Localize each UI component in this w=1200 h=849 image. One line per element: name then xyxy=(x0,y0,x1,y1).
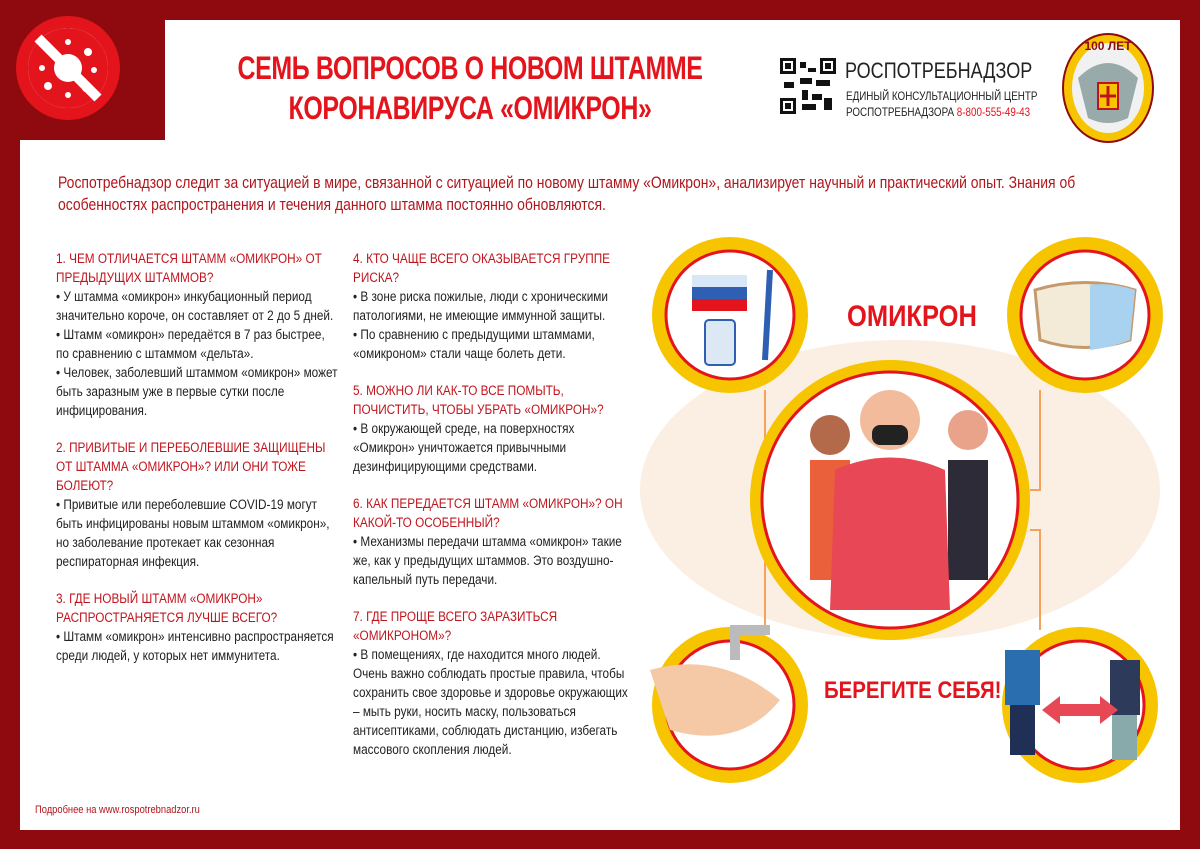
question-7 xyxy=(353,608,635,760)
hotline-info xyxy=(846,88,1037,120)
question-answer: • Механизмы передачи штамма «омикрон» такие же, как у предыдущих штаммов. Это воздушно-капельный путь передачи. xyxy=(353,534,622,588)
org-name: РОСПОТРЕБНАДЗОР xyxy=(845,58,1033,83)
question-answer: • У штамма «омикрон» инкубационный период значительно короче, он составляет от 2 до 5 дней. • Штамм «омикрон» передаётся в 7 раз быстрее, по сравнению с штаммом «дельта». • Человек, заболевший штаммом «омикрон» может быть заразным уже в первые сутки после инфицирования. xyxy=(56,289,338,419)
page-title xyxy=(228,48,712,128)
question-answer: • В окружающей среде, на поверхностях «Омикрон» уничтожается привычными дезинфицирующими средствами. xyxy=(353,421,575,475)
distance-circle xyxy=(1002,627,1158,783)
footer-link[interactable]: Подробнее на www.rospotrebnadzor.ru xyxy=(35,804,200,816)
question-1 xyxy=(56,250,338,421)
question-title: 4. КТО ЧАЩЕ ВСЕГО ОКАЗЫВАЕТСЯ ГРУППЕ РИСКА? xyxy=(353,251,611,286)
hotline-line-2: РОСПОТРЕБНАДЗОРА xyxy=(846,105,955,119)
question-4 xyxy=(353,250,635,364)
question-title: 5. МОЖНО ЛИ КАК-ТО ВСЕ ПОМЫТЬ, ПОЧИСТИТЬ, ЧТОБЫ УБРАТЬ «ОМИКРОН»? xyxy=(353,383,604,418)
svg-text:100 ЛЕТ: 100 ЛЕТ xyxy=(1084,39,1132,53)
mask-circle xyxy=(1007,237,1163,393)
question-answer: • Привитые или переболевшие COVID-19 могут быть инфицированы новым штаммом «омикрон», но заболевание протекает как сезонная респираторная инфекция. xyxy=(56,497,330,570)
handwash-circle xyxy=(650,625,808,783)
hotline-phone: 8-800-555-49-43 xyxy=(956,105,1031,119)
question-2 xyxy=(56,439,338,572)
take-care-label: БЕРЕГИТЕ СЕБЯ! xyxy=(824,677,1002,704)
question-3 xyxy=(56,590,338,666)
question-answer: • Штамм «омикрон» интенсивно распространяется среди людей, у которых нет иммунитета. xyxy=(56,629,334,664)
title-line-2: КОРОНАВИРУСА «ОМИКРОН» xyxy=(288,90,652,126)
question-title: 1. ЧЕМ ОТЛИЧАЕТСЯ ШТАММ «ОМИКРОН» ОТ ПРЕДЫДУЩИХ ШТАММОВ? xyxy=(56,251,322,286)
question-6 xyxy=(353,495,635,590)
vaccine-circle xyxy=(652,237,808,393)
people-circle xyxy=(750,360,1030,640)
question-answer: • В зоне риска пожилые, люди с хроническими патологиями, не имеющие иммунной защиты. • По сравнению с предыдущими штаммами, «омикроном» стали чаще болеть дети. xyxy=(353,289,608,362)
omicron-label: ОМИКРОН xyxy=(847,300,977,333)
question-answer: • В помещениях, где находится много людей. Очень важно соблюдать простые правила, чтобы сохранить свое здоровье и здоровье окружающих – мыть руки, носить маску, пользоваться антисептиками, соблюдать дистанцию, избегать массового скопления людей. xyxy=(353,647,628,758)
questions-column-2 xyxy=(353,250,635,778)
title-line-1: СЕМЬ ВОПРОСОВ О НОВОМ ШТАММЕ xyxy=(237,50,703,86)
qr-code-icon xyxy=(780,58,836,114)
intro-text: Роспотребнадзор следит за ситуацией в мире, связанной с ситуацией по новому штамму «Омикрон», анализирует научный и практический опыт. Знания об особенностях распространения и течения данного штамма постоянно обновляются. xyxy=(58,173,1076,214)
hotline-line-1: ЕДИНЫЙ КОНСУЛЬТАЦИОННЫЙ ЦЕНТР xyxy=(846,89,1038,103)
questions-column-1 xyxy=(56,250,338,684)
question-title: 3. ГДЕ НОВЫЙ ШТАММ «ОМИКРОН» РАСПРОСТРАНЯЕТСЯ ЛУЧШЕ ВСЕГО? xyxy=(56,591,278,626)
question-title: 2. ПРИВИТЫЕ И ПЕРЕБОЛЕВШИЕ ЗАЩИЩЕНЫ ОТ ШТАММА «ОМИКРОН»? ИЛИ ОНИ ТОЖЕ БОЛЕЮТ? xyxy=(56,440,326,494)
emblem-logo xyxy=(1058,28,1158,146)
no-virus-icon xyxy=(0,0,165,140)
corner-block xyxy=(0,0,165,140)
question-5 xyxy=(353,382,635,477)
question-title: 7. ГДЕ ПРОЩЕ ВСЕГО ЗАРАЗИТЬСЯ «ОМИКРОНОМ»? xyxy=(353,609,558,644)
question-title: 6. КАК ПЕРЕДАЕТСЯ ШТАММ «ОМИКРОН»? ОН КАКОЙ-ТО ОСОБЕННЫЙ? xyxy=(353,496,623,531)
